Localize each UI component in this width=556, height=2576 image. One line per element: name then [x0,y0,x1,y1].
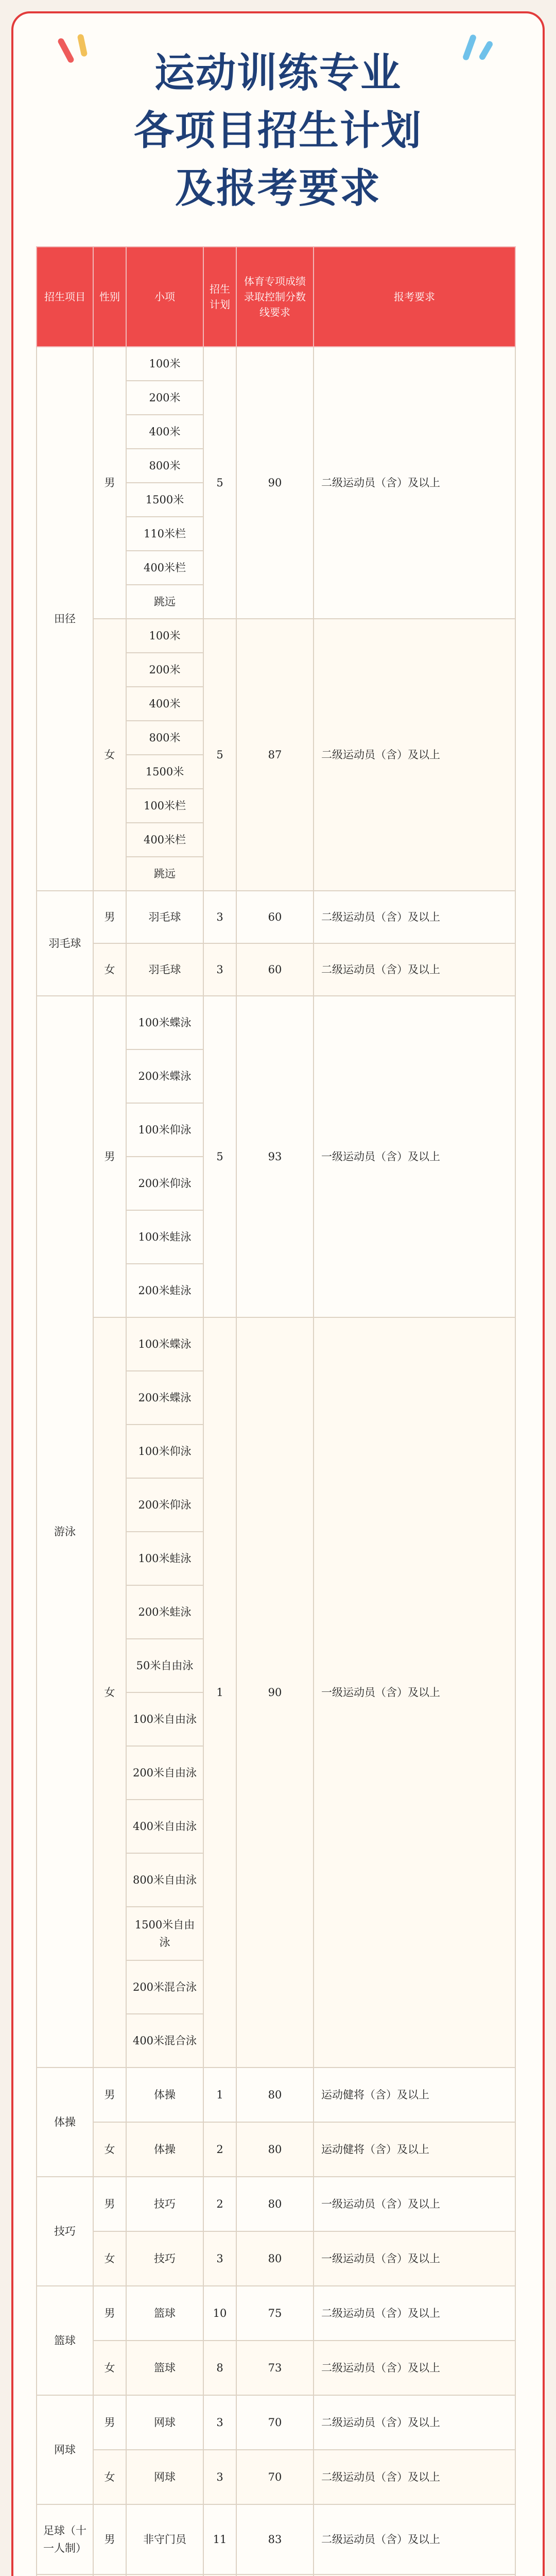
sub-cell: 网球 [126,2395,203,2450]
sub-cell: 200米自由泳 [126,1746,203,1800]
sub-cell: 200米仰泳 [126,1478,203,1532]
sub-cell: 800米 [126,449,203,483]
sub-cell: 200米 [126,381,203,415]
plan-cell: 3 [203,2450,236,2504]
score-cell: 60 [236,891,314,943]
requirement-cell: 二级运动员（含）及以上 [314,2286,515,2341]
score-cell: 60 [236,943,314,996]
sub-cell: 100米 [126,347,203,381]
requirement-cell: 运动健将（含）及以上 [314,2067,515,2122]
sub-cell: 篮球 [126,2286,203,2341]
sub-cell: 800米自由泳 [126,1853,203,1907]
gender-cell: 男 [93,2504,126,2574]
sub-cell: 200米蛙泳 [126,1264,203,1317]
table-row [37,996,515,1049]
sub-cell: 技巧 [126,2177,203,2231]
sub-cell: 羽毛球 [126,943,203,996]
title-line-3: 及报考要求 [175,160,381,217]
gender-cell: 女 [93,1317,126,2067]
sub-cell: 400米 [126,415,203,449]
table-row [37,2177,515,2231]
plan-cell: 10 [203,2286,236,2341]
sub-cell: 400米混合泳 [126,2014,203,2067]
gender-cell: 男 [93,2177,126,2231]
sub-cell: 100米蝶泳 [126,996,203,1049]
sub-cell: 羽毛球 [126,891,203,943]
sub-cell: 1500米自由泳 [126,1907,203,1960]
sub-cell: 200米混合泳 [126,1960,203,2014]
score-cell: 75 [236,2286,314,2341]
sub-cell: 100米 [126,619,203,653]
sub-cell: 100米自由泳 [126,1692,203,1746]
score-cell: 90 [236,1317,314,2067]
table-row [37,347,515,381]
sub-cell: 非守门员 [126,2504,203,2574]
gender-cell: 女 [93,2122,126,2177]
plan-cell: 5 [203,996,236,1317]
sub-cell: 400米栏 [126,551,203,585]
score-cell: 70 [236,2450,314,2504]
sub-cell: 体操 [126,2122,203,2177]
requirement-cell: 二级运动员（含）及以上 [314,619,515,891]
page-title [13,44,543,217]
table-row [37,2504,515,2574]
title-line-1: 运动训练专业 [154,44,402,102]
score-cell: 90 [236,347,314,619]
plan-cell: 5 [203,619,236,891]
enrollment-table [36,246,516,2576]
table-header-row [37,247,515,347]
gender-cell: 女 [93,2450,126,2504]
table-row [37,2450,515,2504]
requirement-cell: 一级运动员（含）及以上 [314,1317,515,2067]
requirement-cell: 运动健将（含）及以上 [314,2122,515,2177]
table-row [37,2341,515,2395]
item-cell: 体操 [37,2067,93,2177]
score-cell: 80 [236,2231,314,2286]
requirement-cell: 二级运动员（含）及以上 [314,2341,515,2395]
sub-cell: 100米蛙泳 [126,1532,203,1585]
sub-cell: 1500米 [126,755,203,789]
plan-cell: 2 [203,2122,236,2177]
sub-cell: 1500米 [126,483,203,517]
score-cell: 80 [236,2122,314,2177]
plan-cell: 3 [203,943,236,996]
sub-cell: 400米 [126,687,203,721]
sub-cell: 200米蛙泳 [126,1585,203,1639]
sub-cell: 200米 [126,653,203,687]
gender-cell: 男 [93,891,126,943]
plan-cell: 5 [203,347,236,619]
gender-cell: 女 [93,943,126,996]
requirement-cell: 二级运动员（含）及以上 [314,891,515,943]
table-row [37,891,515,943]
gender-cell: 男 [93,996,126,1317]
plan-cell: 3 [203,2231,236,2286]
gender-cell: 男 [93,2067,126,2122]
sub-cell: 400米自由泳 [126,1800,203,1853]
item-cell: 羽毛球 [37,891,93,996]
sub-cell: 体操 [126,2067,203,2122]
plan-cell: 1 [203,2067,236,2122]
requirement-cell: 二级运动员（含）及以上 [314,943,515,996]
score-cell: 83 [236,2504,314,2574]
plan-cell: 8 [203,2341,236,2395]
table-row [37,943,515,996]
sub-cell: 跳远 [126,857,203,891]
table-row [37,2122,515,2177]
header-requirement: 报考要求 [314,247,515,347]
table-row [37,2286,515,2341]
sub-cell: 400米栏 [126,823,203,857]
sub-cell: 110米栏 [126,517,203,551]
requirement-cell: 二级运动员（含）及以上 [314,347,515,619]
sub-cell: 200米蝶泳 [126,1049,203,1103]
plan-cell: 2 [203,2177,236,2231]
score-cell: 80 [236,2177,314,2231]
score-cell: 93 [236,996,314,1317]
sub-cell: 100米蝶泳 [126,1317,203,1371]
plan-cell: 3 [203,891,236,943]
gender-cell: 女 [93,2341,126,2395]
sub-cell: 200米仰泳 [126,1157,203,1210]
sub-cell: 100米仰泳 [126,1425,203,1478]
requirement-cell: 二级运动员（含）及以上 [314,2450,515,2504]
requirement-cell: 二级运动员（含）及以上 [314,2395,515,2450]
sub-cell: 50米自由泳 [126,1639,203,1692]
table-row [37,2067,515,2122]
title-line-2: 各项目招生计划 [134,102,422,160]
gender-cell: 女 [93,2231,126,2286]
plan-cell: 3 [203,2395,236,2450]
item-cell: 技巧 [37,2177,93,2286]
sub-cell: 100米栏 [126,789,203,823]
header-sub: 小项 [126,247,203,347]
score-cell: 80 [236,2067,314,2122]
table-row [37,1317,515,1371]
requirement-cell: 二级运动员（含）及以上 [314,2504,515,2574]
sub-cell: 800米 [126,721,203,755]
item-cell: 足球（十一人制） [37,2504,93,2574]
sub-cell: 100米仰泳 [126,1103,203,1157]
table-row [37,2231,515,2286]
sub-cell: 跳远 [126,585,203,619]
item-cell: 篮球 [37,2286,93,2395]
score-cell: 87 [236,619,314,891]
sub-cell: 篮球 [126,2341,203,2395]
gender-cell: 女 [93,619,126,891]
gender-cell: 男 [93,347,126,619]
gender-cell: 男 [93,2395,126,2450]
header-score: 体育专项成绩录取控制分数线要求 [236,247,314,347]
requirement-cell: 一级运动员（含）及以上 [314,2177,515,2231]
table-row [37,2395,515,2450]
header-plan: 招生计划 [203,247,236,347]
header-item: 招生项目 [37,247,93,347]
requirement-cell: 一级运动员（含）及以上 [314,996,515,1317]
item-cell: 游泳 [37,996,93,2067]
sub-cell: 技巧 [126,2231,203,2286]
requirement-cell: 一级运动员（含）及以上 [314,2231,515,2286]
gender-cell: 男 [93,2286,126,2341]
sub-cell: 100米蛙泳 [126,1210,203,1264]
table-row [37,619,515,653]
sub-cell: 网球 [126,2450,203,2504]
sub-cell: 200米蝶泳 [126,1371,203,1425]
header-gender: 性别 [93,247,126,347]
score-cell: 73 [236,2341,314,2395]
score-cell: 70 [236,2395,314,2450]
item-cell: 网球 [37,2395,93,2504]
plan-cell: 11 [203,2504,236,2574]
plan-cell: 1 [203,1317,236,2067]
item-cell: 田径 [37,347,93,891]
